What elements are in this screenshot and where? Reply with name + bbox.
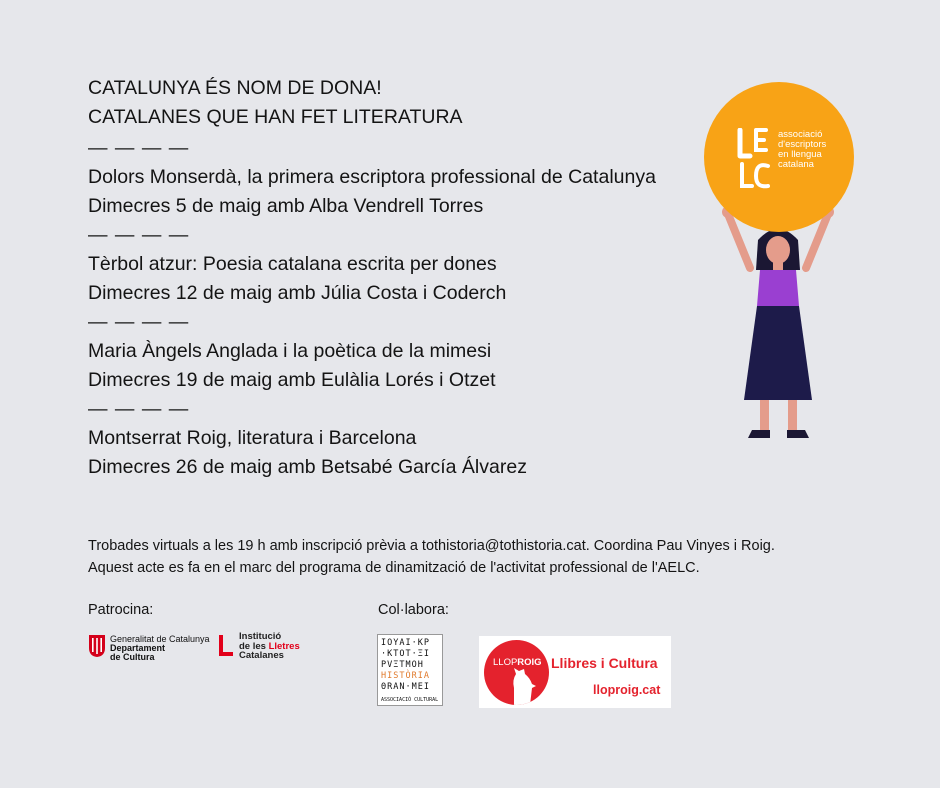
lloproig-brand-part: LLOP [493,657,518,668]
tothistoria-line: ·ΚΤΟΤ·ΞΙ [381,649,430,659]
session-list [88,134,656,482]
title-line-1: CATALUNYA ÉS NOM DE DONA! [88,77,382,99]
generalitat-text [110,635,210,662]
info-line-1: Trobades virtuals a les 19 h amb inscripció prèvia a tothistoria@tothistoria.cat. Coordina Pau Vinyes i Roig. [88,538,775,554]
aelc-line: d'escriptors [778,139,827,150]
tothistoria-line: ΙΟΥΑΙ·ΚΡ [381,638,430,648]
session-topic: Dolors Monserdà, la primera escriptora professional de Catalunya [88,166,656,188]
tothistoria-text [381,638,430,693]
sponsor-label: Patrocina: [88,602,154,618]
aelc-line: en llengua [778,149,822,160]
aelc-logo [704,82,854,232]
generalitat-line: de Cultura [110,652,155,662]
session-date: Dimecres 19 de maig amb Eulàlia Lorés i Otzet [88,369,496,391]
separator: — — — — [88,398,190,420]
generalitat-line: Departament [110,643,166,653]
ilc-line-part: de les [239,640,269,652]
lloproig-brand-part: ROIG [517,657,542,668]
collaborator-label: Col·labora: [378,602,449,618]
lloproig-tagline: Llibres i Cultura [551,655,658,671]
lloproig-url[interactable]: lloproig.cat [593,683,661,697]
tothistoria-line: ΘRAN·MEI [381,682,430,692]
session-date: Dimecres 5 de maig amb Alba Vendrell Torres [88,195,484,217]
info-line-2: Aquest acte es fa en el marc del programa de dinamització de l'activitat professional de l'AELC. [88,560,700,576]
session-topic: Maria Àngels Anglada i la poètica de la mimesi [88,340,492,362]
separator: — — — — [88,137,190,159]
event-title [88,74,463,132]
session-date: Dimecres 26 de maig amb Betsabé García Álvarez [88,456,527,478]
aelc-line: associació [778,129,823,140]
aelc-line: catalana [778,159,814,170]
generalitat-logo [88,632,208,662]
ilc-text [239,632,300,661]
tothistoria-logo [377,634,443,706]
session-topic: Tèrbol atzur: Poesia catalana escrita per dones [88,253,497,275]
ilc-logo [219,632,329,664]
tothistoria-line: HISTÒRIA [381,671,430,681]
separator: — — — — [88,224,190,246]
event-info [88,535,775,579]
session-topic: Montserrat Roig, literatura i Barcelona [88,427,417,449]
generalitat-line: Generalitat de Catalunya [110,634,210,644]
generalitat-emblem-icon [88,634,106,658]
tothistoria-line: ΡVΞΤΜΟΗ [381,660,424,670]
lloproig-logo [479,636,671,708]
woman-illustration [708,200,848,450]
ilc-line: Catalanes [239,650,284,661]
ilc-line-part: Lletres [268,640,300,652]
lloproig-circle [484,640,549,705]
title-line-2: CATALANES QUE HAN FET LITERATURA [88,106,463,128]
aelc-monogram-icon [736,128,772,190]
tothistoria-subtitle: ASSOCIACIÓ CULTURAL [381,697,439,703]
wolf-icon [484,640,549,705]
ilc-l-icon [219,634,235,656]
ilc-line: Institució [239,631,282,642]
aelc-wordmark [778,130,826,170]
separator: — — — — [88,311,190,333]
session-date: Dimecres 12 de maig amb Júlia Costa i Coderch [88,282,507,304]
